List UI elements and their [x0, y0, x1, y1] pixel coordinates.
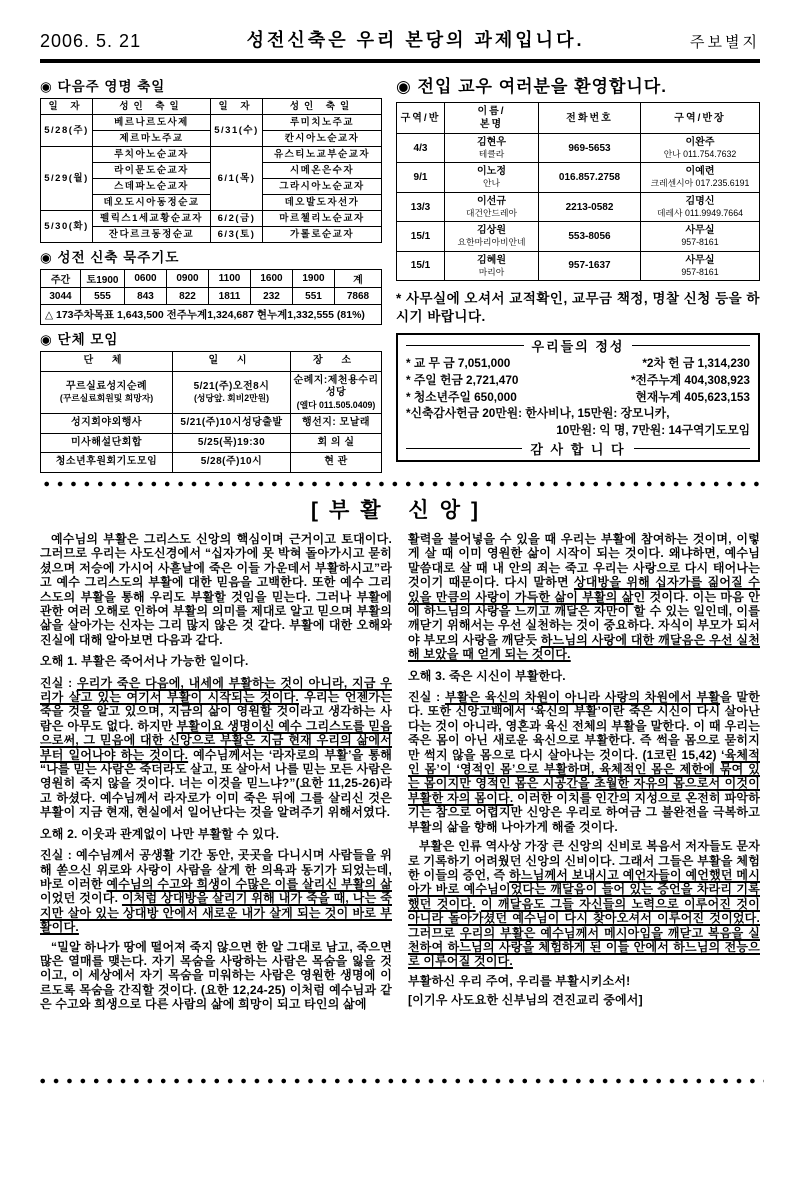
rosary-value-cell: 551 — [293, 288, 335, 305]
offering-right: *2차 헌 금 1,314,230 — [642, 356, 750, 371]
phone-cell: 969-5653 — [539, 134, 641, 163]
zone-cell: 13/3 — [397, 192, 445, 221]
rosary-col-header: 1600 — [251, 270, 293, 288]
groups-heading: ◉ 단체 모임 — [40, 332, 119, 347]
rosary-col-header: 0900 — [167, 270, 209, 288]
newcomers-table-body — [397, 103, 760, 281]
cell-line: 꾸르실료성지순례 — [65, 380, 148, 392]
offering-left: * 주일 헌금 2,721,470 — [406, 372, 519, 387]
group-time-cell — [173, 453, 291, 473]
article-paragraph: 진실 : 부활은 육신의 차원이 아니라 사랑의 차원에서 부활을 말한다. 또한 신앙고백에서 ‘육신의 부활’이란 죽은 시신이 다시 살아난다는 것이 아니라, 영혼과 육신 전체의 부활을 말한다. 이 때 우리는 죽은 몸이 아닌 새로운 육신으로 부활한다. 즉 썩을 몸으로 묻히지만 썩지 않을 몸으로 다시 살아나는 것이다. (1코린 15,42) ‘육체적인 몸’이 ‘영적인 몸’으로 부활하며, 육체적인 몸은 제한에 묶여 있는 몸이지만 영적인 몸은 시공간을 초월한 자유의 몸으로서 이것이 부활한 자의 몸이다. 이러한 이치를 인간의 지성으로 온전히 파악하기는 참으로 어렵지만 신앙은 우리로 하여금 그 불완전을 극복하고 부활의 삶을 향해 나아가게 해줄 것이다. — [408, 690, 760, 834]
newcomer-row — [397, 134, 760, 163]
feast-saint-cell: 잔다르크동정순교 — [93, 227, 211, 243]
newcomer-name: 김상원 — [477, 225, 506, 237]
newcomers-table — [396, 102, 760, 281]
group-name-cell — [41, 414, 173, 434]
feast-saint-cell: 시메온은수자 — [263, 163, 382, 179]
rosary-col-header: 0600 — [125, 270, 167, 288]
leader-contact: 957-8161 — [681, 266, 719, 277]
feast-saint-cell: 펠릭스1세교황순교자 — [93, 211, 211, 227]
dotted-separator-bottom — [36, 1077, 764, 1085]
cell-line: 청소년후원회기도모임 — [55, 456, 158, 468]
newcomer-name: 김현우 — [477, 137, 506, 148]
feast-date-cell: 5/28(주) — [41, 115, 93, 147]
offering-right: 현재누계 405,623,153 — [635, 389, 750, 404]
cell-line: 5/28(주)10시 — [200, 456, 263, 468]
article-paragraph: 부활은 인류 역사상 가장 큰 신앙의 신비로 복음서 저자들도 문자로 기록하기 어려웠던 신앙의 신비이다. 그래서 그들은 부활을 체험한 이들의 증언, 즉 하느님께서 보내시고 예언자들이 예언했던 메시아가 바로 예수님이었다는 깨달음이 들어 있는 증언을 차라리 기록했던 것이다. 이 깨달음도 그들 자신들의 노력으로 이루어진 것이 아니라 돌아가셨던 예수님이 다시 찾아오셔서 이루어진 것이었다. 그러므로 우리의 부활은 예수님께서 메시아임을 깨닫고 복음을 실천하여 하느님의 사랑을 체험하게 된 이들 안에서 하느님의 전능으로 이루어질 것이다. — [408, 839, 760, 969]
cell-line: 현 관 — [324, 456, 348, 468]
feast-table — [40, 98, 382, 243]
zone-cell: 15/1 — [397, 251, 445, 280]
rule-line — [406, 345, 524, 346]
newcomer-baptismal: 마리아 — [478, 266, 505, 277]
rosary-table-body — [41, 270, 382, 325]
rosary-value-cell: 7868 — [335, 288, 382, 305]
feast-table-body — [41, 99, 382, 243]
group-place-cell — [291, 453, 382, 473]
groups-row — [41, 371, 382, 414]
cell-line: (꾸르실료회원및 희망자) — [59, 393, 154, 404]
rosary-heading: ◉ 성전 신축 묵주기도 — [40, 250, 180, 265]
name-cell — [445, 222, 539, 251]
group-time-cell — [173, 371, 291, 414]
rule-line — [634, 448, 750, 449]
feast-saint-cell: 베르나르도사제 — [93, 115, 211, 131]
newcomer-baptismal: 대건안드레아 — [466, 207, 517, 218]
newcomer-name: 이노정 — [477, 166, 506, 178]
name-cell — [445, 163, 539, 192]
group-place-cell — [291, 433, 382, 453]
newcomer-baptismal: 안나 — [483, 178, 500, 189]
offerings-title-row — [406, 336, 750, 355]
rosary-value-cell: 3044 — [41, 288, 81, 305]
offering-extra-line: 10만원: 익 명, 7만원: 14구역기도모임 — [556, 423, 750, 438]
rosary-value-cell: 232 — [251, 288, 293, 305]
left-column — [40, 72, 382, 473]
feast-saint-cell: 데오발도자선가 — [263, 195, 382, 211]
leader-name: 김명신 — [685, 195, 715, 207]
article-paragraph: 진실 : 예수님께서 공생활 기간 동안, 곳곳을 다니시며 사람들을 위해 쏟으신 위로와 사랑이 사람을 살게 한 의욕과 동기가 되었는데, 바로 이러한 예수님의 수고와 희생이 수많은 이를 살리신 부활의 삶이었던 것이다. 이처럼 상대방을 살리기 위해 내가 죽을 때, 나는 죽지만 살아 있는 상대방 안에서 새로운 내가 살게 되는 것이 바로 부활이다. — [40, 848, 392, 935]
rule-line — [632, 345, 750, 346]
feast-saint-cell: 칸시아노순교자 — [263, 131, 382, 147]
groups-table — [40, 351, 382, 473]
cell-line: 성지회야외행사 — [70, 417, 143, 429]
cell-line: 회 의 실 — [317, 436, 355, 448]
zone-cell: 4/3 — [397, 134, 445, 163]
newcomer-baptismal: 요한마리아비안네 — [457, 237, 526, 248]
zone-cell: 15/1 — [397, 222, 445, 251]
article-paragraph: 예수님의 부활은 그리스도 신앙의 핵심이며 근거이고 토대이다. 그러므로 우리는 사도신경에서 “십자가에 못 박혀 돌아가시고 묻히셨으며 저승에 가시어 사흗날에 죽은 이들 가운데서 부활하시고”라고 예수 그리스도의 부활에 대한 믿음을 고백한다. 또한 예수 그리스도의 부활을 통해 우리도 부활할 것임을 믿는다. 그러나 부활에 관한 여러 오해로 인하여 부활의 의미를 제대로 알고 믿으며 부활의 삶을 살아가는 신자는 그리 많지 않은 것 같다. 부활에 대한 오해와 진실에 대해 알아보면 다음과 같다. — [40, 531, 392, 647]
offering-right: *전주누계 404,308,923 — [630, 372, 750, 387]
groups-col-header: 일 시 — [173, 352, 291, 372]
feast-col-header: 일 자 — [211, 99, 263, 115]
groups-row — [41, 414, 382, 434]
leader-contact: 957-8161 — [681, 237, 719, 248]
rosary-col-header: 1100 — [209, 270, 251, 288]
cell-line: (엘다 011.505.0409) — [296, 399, 376, 410]
article-subheading: 오해 3. 죽은 시신이 부활한다. — [408, 668, 566, 683]
newcomer-baptismal: 테클라 — [478, 149, 505, 159]
cell-line: (성당앞. 회비2만원) — [193, 393, 270, 404]
group-name-cell — [41, 433, 173, 453]
newcomers-col-header — [397, 103, 445, 134]
cell-line: 본명 — [479, 119, 504, 130]
newcomer-name: 김혜원 — [477, 254, 506, 266]
groups-col-header: 장 소 — [291, 352, 382, 372]
rosary-col-header: 토1900 — [81, 270, 125, 288]
feast-date-cell: 6/2(금) — [211, 211, 263, 227]
feast-heading: ◉ 다음주 영명 축일 — [40, 79, 166, 94]
rule-line — [406, 448, 522, 449]
page-header — [40, 26, 760, 63]
rosary-value-row — [41, 288, 382, 305]
feast-date-cell: 5/29(월) — [41, 147, 93, 211]
rosary-value-cell: 843 — [125, 288, 167, 305]
leader-name: 이예련 — [685, 166, 715, 178]
feast-row — [41, 115, 382, 131]
feast-saint-cell: 제르마노주교 — [93, 131, 211, 147]
feast-col-header: 일 자 — [41, 99, 93, 115]
header-slogan: 성전신축은 우리 본당의 과제입니다. — [246, 30, 585, 50]
feast-saint-cell: 데오도시아동정순교 — [93, 195, 211, 211]
leader-cell — [641, 222, 760, 251]
feast-saint-cell: 루치아노순교자 — [93, 147, 211, 163]
feast-saint-cell: 마르첼리노순교자 — [263, 211, 382, 227]
cell-line: 순례지:제천용수리성당 — [293, 374, 379, 398]
leader-name: 사무실 — [685, 254, 715, 266]
groups-header-row — [41, 352, 382, 372]
rosary-col-header: 계 — [335, 270, 382, 288]
feast-date-cell: 5/30(화) — [41, 211, 93, 243]
cell-line: 5/21(주)10시성당출발 — [180, 417, 283, 429]
feast-date-cell: 6/1(목) — [211, 147, 263, 211]
leader-cell — [641, 192, 760, 221]
article-subheading: 오해 1. 부활은 죽어서나 가능한 일이다. — [40, 654, 249, 669]
newcomer-row — [397, 222, 760, 251]
groups-row — [41, 453, 382, 473]
rosary-value-cell: 1811 — [209, 288, 251, 305]
offerings-rows — [406, 355, 750, 439]
feast-saint-cell: 그라시아노순교자 — [263, 179, 382, 195]
offering-line — [406, 355, 750, 372]
feast-saint-cell: 스데파노순교자 — [93, 179, 211, 195]
article-paragraph: 부활하신 우리 주여, 우리를 부활시키소서! — [408, 973, 631, 988]
zone-cell: 9/1 — [397, 163, 445, 192]
group-place-cell — [291, 371, 382, 414]
offering-left: * 교 무 금 7,051,000 — [406, 356, 511, 371]
feast-col-header: 성인 축일 — [263, 99, 382, 115]
offerings-thanks-row — [406, 439, 750, 458]
feast-saint-cell: 유스티노교부순교자 — [263, 147, 382, 163]
feast-col-header: 성인 축일 — [93, 99, 211, 115]
leader-contact: 크레센시아 017.235.6191 — [650, 178, 750, 189]
cell-line: 구역/반장 — [674, 112, 726, 124]
feast-row — [41, 147, 382, 163]
feast-saint-cell: 루미치노주교 — [263, 115, 382, 131]
phone-cell: 957-1637 — [539, 251, 641, 280]
group-name-cell — [41, 371, 173, 414]
leader-name: 사무실 — [685, 225, 715, 237]
name-cell — [445, 251, 539, 280]
phone-cell: 016.857.2758 — [539, 163, 641, 192]
rosary-table — [40, 269, 382, 325]
feast-date-cell: 5/31(수) — [211, 115, 263, 147]
newcomers-heading: ◉ 전입 교우 여러분을 환영합니다. — [396, 77, 667, 96]
feast-date-cell: 6/3(토) — [211, 227, 263, 243]
feast-saint-cell: 라이문도순교자 — [93, 163, 211, 179]
article-paragraph: [이기우 사도요한 신부님의 견진교리 중에서] — [408, 993, 643, 1008]
group-name-cell — [41, 453, 173, 473]
feast-header-row — [41, 99, 382, 115]
feast-saint-cell: 가롤로순교자 — [263, 227, 382, 243]
office-note: * 사무실에 오셔서 교적확인, 교무금 책정, 명찰 신청 등을 하시기 바랍니다. — [396, 291, 760, 324]
offerings-box — [396, 333, 760, 462]
offerings-title: 우리들의 정성 — [531, 339, 625, 355]
newcomers-header-row — [397, 103, 760, 134]
cell-line: 전화번호 — [566, 112, 613, 124]
article-paragraph: 활력을 불어넣을 수 있을 때 우리는 부활에 참여하는 것이며, 이렇게 살 때 이미 영원한 삶이 시작이 되는 것이다. 왜냐하면, 예수님 말씀대로 살 때 내 안의 죄는 죽고 우리는 사랑으로 다시 태어나는 것이기 때문이다. 다시 말하면 상대방을 위해 십자가를 짊어질 수 있을 만큼의 사랑이 가득한 삶이 부활의 삶인 것이다. 이는 마음 안에 하느님의 사랑을 느끼고 깨달은 자만이 할 수 있는 일인데, 이를 깨닫기 위해서는 우선 실천하는 것이 중요하다. 자식이 부모가 되서야 부모의 사랑을 깨닫듯 하느님의 사랑에 대한 깨달음은 우선 실천해 보았을 때 얻게 되는 것이다. — [408, 531, 760, 662]
cell-line: 행선지: 모날래 — [301, 417, 371, 429]
leader-cell — [641, 134, 760, 163]
article-paragraph: 진실 : 우리가 죽은 다음에, 내세에 부활하는 것이 아니라, 지금 우리가 살고 있는 여기서 부활이 시작되는 것이다. 우리는 언젠가는 죽을 것을 알고 있으며, 지금의 삶이 영원할 것이라고 생각하는 사람은 아무도 없다. 하지만 부활이요 생명이신 예수 그리스도를 믿음으로써, 그 믿음에 대한 신앙으로 부활은 지금 현재 우리의 삶에서부터 일어나야 하는 것이다. 예수님께서는 ‘라자로의 부활’을 통해 “나를 믿는 사람은 죽더라도 살고, 또 살아서 나를 믿는 모든 사람은 영원히 죽지 않을 것이다. 너는 이것을 믿느냐?”(요한 11,25-26)라고 하셨다. 예수님께서 라자로가 이미 죽은 뒤에 그를 살리신 것은 부활이 지금 현재, 현실에서 일어난다는 것을 알려주기 위해서였다. — [40, 675, 392, 820]
offering-line — [406, 389, 750, 406]
groups-row — [41, 433, 382, 453]
groups-table-body — [41, 352, 382, 473]
cell-line: 5/25(목)19:30 — [197, 436, 266, 448]
cell-line: 미사해설단회합 — [70, 436, 143, 448]
rosary-value-cell: 555 — [81, 288, 125, 305]
cell-line: 5/21(주)오전8시 — [193, 380, 270, 392]
article-subheading: 오해 2. 이웃과 관계없이 나만 부활할 수 있다. — [40, 826, 280, 841]
cell-line: 이름/ — [477, 106, 506, 117]
newcomer-name: 이선규 — [477, 195, 506, 207]
rosary-col-header: 주간 — [41, 270, 81, 288]
rosary-col-header: 1900 — [293, 270, 335, 288]
article-title: [부활 신앙] — [311, 498, 489, 522]
groups-col-header: 단 체 — [41, 352, 173, 372]
article-paragraph: “밀알 하나가 땅에 떨어져 죽지 않으면 한 알 그대로 남고, 죽으면 많은 열매를 맺는다. 자기 목숨을 사랑하는 사람은 목숨을 잃을 것이고, 이 세상에서 자기 목숨을 미워하는 사람은 영원한 생명에 이르도록 목숨을 간직할 것이다. (요한 12,24-25) 이처럼 예수님과 같은 수고와 희생으로 다른 사람의 삶에 희망이 되고 타인의 삶에 — [40, 939, 392, 1012]
header-tag: 주보별지 — [690, 34, 760, 51]
top-section — [40, 72, 760, 473]
group-place-cell — [291, 414, 382, 434]
name-cell — [445, 134, 539, 163]
feast-row — [41, 227, 382, 243]
newcomers-col-header — [641, 103, 760, 134]
offering-line — [406, 372, 750, 389]
cell-line: 구역/반 — [400, 112, 441, 124]
offering-extra-line: *신축감사헌금 20만원: 한사비나, 15만원: 장모니카, — [406, 406, 670, 421]
newcomers-col-header — [539, 103, 641, 134]
group-time-cell — [173, 414, 291, 434]
leader-cell — [641, 251, 760, 280]
rosary-note-row — [41, 305, 382, 325]
newcomer-row — [397, 163, 760, 192]
rosary-note: △ 173주차목표 1,643,500 전주누계1,324,687 현누계1,332,555 (81%) — [41, 305, 382, 325]
issue-date: 2006. 5. 21 — [40, 31, 142, 51]
rosary-value-cell: 822 — [167, 288, 209, 305]
leader-contact: 데레사 011.9949.7664 — [657, 207, 743, 218]
name-cell — [445, 192, 539, 221]
leader-cell — [641, 163, 760, 192]
offerings-thanks: 감 사 합 니 다 — [530, 441, 626, 457]
phone-cell: 2213-0582 — [539, 192, 641, 221]
feast-row — [41, 211, 382, 227]
phone-cell: 553-8056 — [539, 222, 641, 251]
leader-contact: 안나 011.754.7632 — [663, 149, 737, 159]
newcomer-row — [397, 251, 760, 280]
offering-left: * 청소년주일 650,000 — [406, 389, 517, 404]
leader-name: 이완주 — [685, 137, 715, 148]
group-time-cell — [173, 433, 291, 453]
dotted-separator-top — [40, 480, 760, 488]
newcomer-row — [397, 192, 760, 221]
newcomers-col-header — [445, 103, 539, 134]
rosary-header-row — [41, 270, 382, 288]
right-column — [396, 72, 760, 473]
